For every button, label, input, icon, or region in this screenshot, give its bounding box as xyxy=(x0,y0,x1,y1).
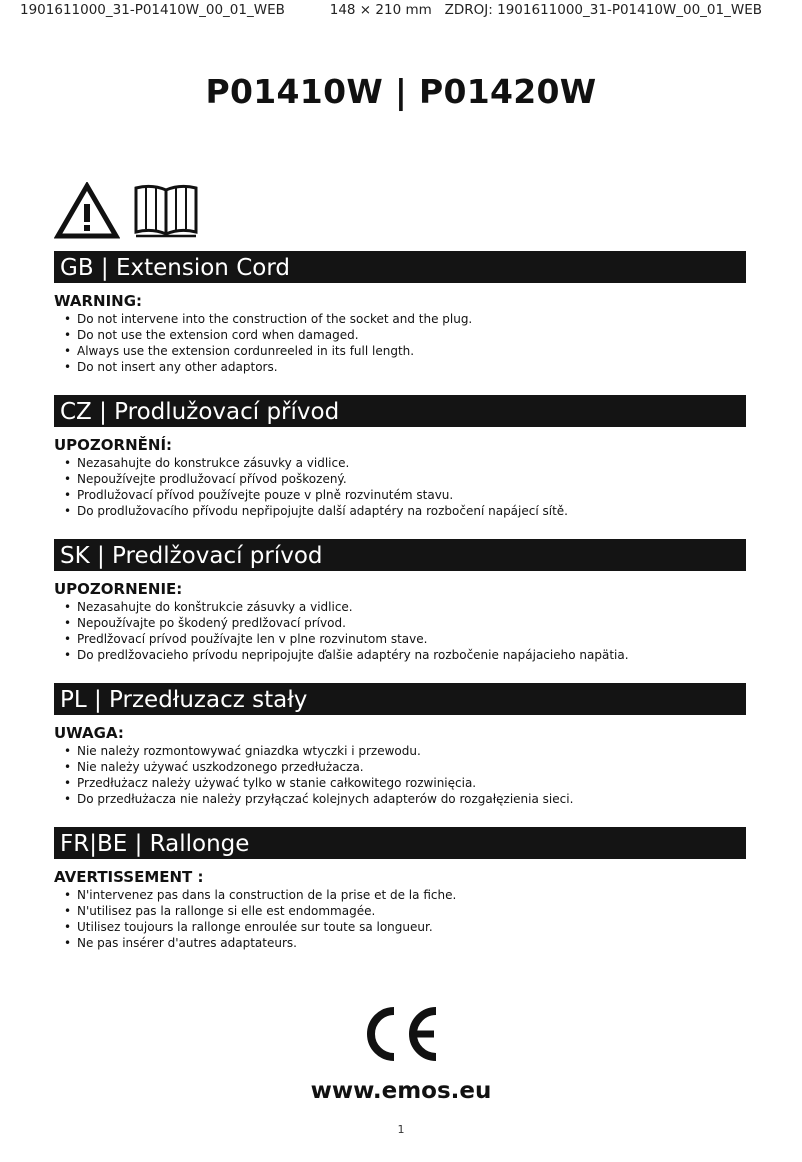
list-item: • Przedłużacz należy używać tylko w stanie całkowitego rozwinięcia. xyxy=(64,775,746,791)
list-item: • Do not use the extension cord when damaged. xyxy=(64,327,746,343)
warning-triangle-icon xyxy=(54,182,120,240)
section-heading: SK | Predlžovací prívod xyxy=(54,539,746,571)
warning-label: UPOZORNĚNÍ: xyxy=(54,436,173,454)
source-label: ZDROJ: 1901611000_31-P01410W_00_01_WEB xyxy=(444,2,762,18)
section-cz xyxy=(54,395,746,519)
list-item: • Nepoužívajte po škodený predlžovací prívod. xyxy=(64,615,746,631)
warning-label: UWAGA: xyxy=(54,724,124,742)
list-item: • Nie należy rozmontowywać gniazdka wtyczki i przewodu. xyxy=(64,743,746,759)
list-item: • Always use the extension cordunreeled in its full length. xyxy=(64,343,746,359)
list-item: • Nezasahujte do konstrukce zásuvky a vidlice. xyxy=(64,455,746,471)
page-size: 148 × 210 mm xyxy=(329,2,432,18)
page-number: 1 xyxy=(397,1123,405,1136)
list-item: • N'utilisez pas la rallonge si elle est endommagée. xyxy=(64,903,746,919)
section-sk xyxy=(54,539,746,663)
list-item: • Utilisez toujours la rallonge enroulée sur toute sa longueur. xyxy=(64,919,746,935)
warning-list xyxy=(54,743,746,807)
list-item: • Nezasahujte do konštrukcie zásuvky a vidlice. xyxy=(64,599,746,615)
list-item: • Prodlužovací přívod používejte pouze v plně rozvinutém stavu. xyxy=(64,487,746,503)
list-item: • Do predlžovacieho prívodu nepripojujte ďalšie adaptéry na rozbočenie napájacieho napätia. xyxy=(64,647,746,663)
page-title: P01410W | P01420W xyxy=(205,72,597,111)
list-item: • Do not intervene into the construction of the socket and the plug. xyxy=(64,311,746,327)
list-item: • Do prodlužovacího přívodu nepřipojujte další adaptéry na rozbočení napájecí sítě. xyxy=(64,503,746,519)
list-item: • Nepoužívejte prodlužovací přívod poškozený. xyxy=(64,471,746,487)
warning-list xyxy=(54,455,746,519)
section-pl xyxy=(54,683,746,807)
warning-list xyxy=(54,887,746,951)
section-gb xyxy=(54,251,746,375)
warning-list xyxy=(54,599,746,663)
list-item: • Do not insert any other adaptors. xyxy=(64,359,746,375)
manual-book-icon xyxy=(132,182,200,240)
section-fr-be xyxy=(54,827,746,951)
list-item: • N'intervenez pas dans la construction de la prise et de la fiche. xyxy=(64,887,746,903)
warning-label: AVERTISSEMENT : xyxy=(54,868,204,886)
warning-label: WARNING: xyxy=(54,292,143,310)
list-item: • Do przedłużacza nie należy przyłączać kolejnych adapterów do rozgałęzienia sieci. xyxy=(64,791,746,807)
list-item: • Predlžovací prívod používajte len v plne rozvinutom stave. xyxy=(64,631,746,647)
section-heading: GB | Extension Cord xyxy=(54,251,746,283)
document-header xyxy=(20,2,762,24)
warning-label: UPOZORNENIE: xyxy=(54,580,183,598)
ce-mark-icon xyxy=(360,1003,442,1065)
file-id: 1901611000_31-P01410W_00_01_WEB xyxy=(20,2,285,18)
warning-list xyxy=(54,311,746,375)
section-heading: FR|BE | Rallonge xyxy=(54,827,746,859)
list-item: • Ne pas insérer d'autres adaptateurs. xyxy=(64,935,746,951)
section-heading: CZ | Prodlužovací přívod xyxy=(54,395,746,427)
section-heading: PL | Przedłuzacz stały xyxy=(54,683,746,715)
list-item: • Nie należy używać uszkodzonego przedłużacza. xyxy=(64,759,746,775)
website-link[interactable]: www.emos.eu xyxy=(310,1078,492,1104)
